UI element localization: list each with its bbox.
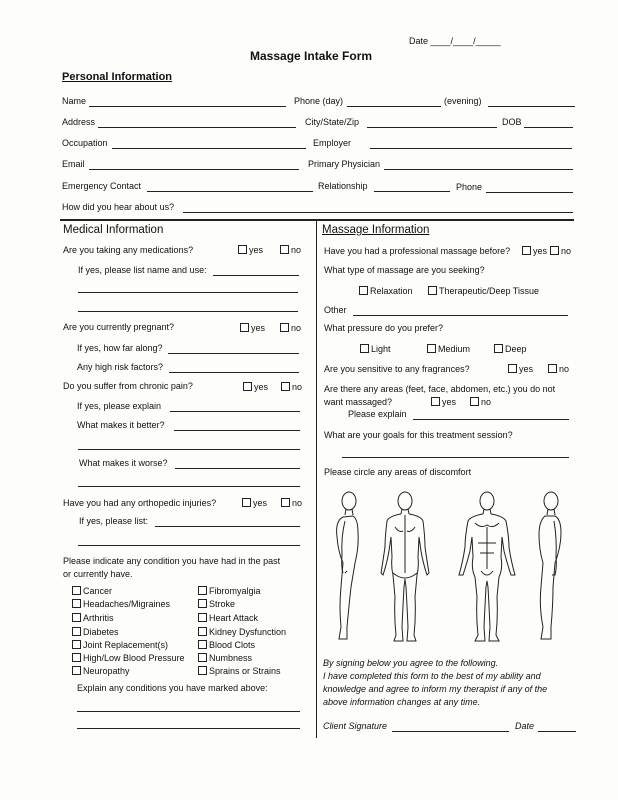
medications-yes[interactable]: yes	[238, 245, 263, 255]
address-field[interactable]	[98, 127, 296, 128]
areas-explain-label: Please explain	[348, 409, 407, 419]
city-state-zip-field[interactable]	[367, 127, 497, 128]
condition-item[interactable]: Headaches/Migraines	[72, 599, 170, 609]
light-option[interactable]: Light	[360, 344, 391, 354]
massage-heading: Massage Information	[322, 224, 430, 236]
condition-item[interactable]: Arthritis	[72, 613, 114, 623]
how-far-field[interactable]	[168, 353, 299, 354]
areas-question-2: want massaged?	[324, 397, 393, 407]
checkbox[interactable]	[431, 397, 440, 406]
email-label: Email	[62, 159, 85, 169]
agreement-line-1: By signing below you agree to the following.	[323, 658, 499, 668]
personal-heading: Personal Information	[62, 71, 173, 83]
emergency-contact-field[interactable]	[147, 191, 313, 192]
pregnant-no[interactable]: no	[280, 323, 301, 333]
section-divider	[60, 219, 574, 221]
phone-day-field[interactable]	[347, 106, 441, 107]
professional-no[interactable]: no	[550, 246, 571, 256]
better-label: What makes it better?	[77, 420, 165, 430]
relaxation-option[interactable]: Relaxation	[359, 286, 413, 296]
column-divider	[316, 220, 317, 738]
dob-field[interactable]	[524, 127, 573, 128]
medium-option[interactable]: Medium	[427, 344, 470, 354]
ortho-list-label: If yes, please list:	[79, 516, 149, 526]
pregnant-yes[interactable]: yes	[240, 323, 265, 333]
form-title: Massage Intake Form	[250, 49, 373, 63]
explain-conditions-label: Explain any conditions you have marked above:	[77, 683, 268, 693]
worse-line-2[interactable]	[78, 486, 300, 487]
checkbox[interactable]	[470, 397, 479, 406]
agreement-line-2: I have completed this form to the best of my ability and	[323, 671, 541, 681]
how-heard-field[interactable]	[183, 212, 573, 213]
ortho-list-field[interactable]	[155, 526, 300, 527]
checkbox[interactable]	[198, 627, 207, 636]
professional-yes[interactable]: yes	[522, 246, 547, 256]
better-field[interactable]	[174, 430, 300, 431]
checkbox[interactable]	[427, 344, 436, 353]
other-label: Other	[324, 305, 347, 315]
checkbox[interactable]	[72, 613, 81, 622]
condition-item[interactable]: Joint Replacement(s)	[72, 640, 168, 650]
checkbox[interactable]	[72, 666, 81, 675]
checkbox[interactable]	[281, 498, 290, 507]
explain-conditions-line-1[interactable]	[77, 711, 300, 712]
occupation-label: Occupation	[62, 138, 108, 148]
primary-physician-field[interactable]	[384, 169, 573, 170]
type-question: What type of massage are you seeking?	[324, 265, 485, 275]
condition-item[interactable]: Blood Clots	[198, 640, 255, 650]
condition-item[interactable]: Cancer	[72, 586, 112, 596]
checkbox[interactable]	[428, 286, 437, 295]
address-label: Address	[62, 117, 96, 127]
checkbox[interactable]	[494, 344, 503, 353]
checkbox[interactable]	[280, 245, 289, 254]
client-signature-field[interactable]	[392, 731, 509, 732]
pregnant-question: Are you currently pregnant?	[63, 322, 175, 332]
medical-heading: Medical Information	[63, 224, 164, 236]
checkbox[interactable]	[198, 640, 207, 649]
employer-label: Employer	[313, 138, 352, 148]
checkbox[interactable]	[198, 586, 207, 595]
chronic-no[interactable]: no	[281, 382, 302, 392]
name-label: Name	[62, 96, 87, 106]
ortho-yes[interactable]: yes	[242, 498, 267, 508]
checkbox[interactable]	[72, 640, 81, 649]
areas-question-1: Are there any areas (feet, face, abdomen, etc.) you do not	[324, 384, 556, 394]
checkbox[interactable]	[280, 323, 289, 332]
relationship-field[interactable]	[374, 191, 450, 192]
pressure-question: What pressure do you prefer?	[324, 323, 444, 333]
medications-list-field[interactable]	[213, 275, 299, 276]
how-far-label: If yes, how far along?	[77, 343, 163, 353]
evening-field[interactable]	[488, 106, 575, 107]
professional-question: Have you had a professional massage before?	[324, 246, 511, 256]
medications-line-2[interactable]	[78, 292, 298, 293]
worse-field[interactable]	[175, 468, 300, 469]
ortho-line-2[interactable]	[78, 545, 300, 546]
condition-item[interactable]: Diabetes	[72, 627, 119, 637]
date-label: Date	[409, 36, 429, 46]
chronic-question: Do you suffer from chronic pain?	[63, 381, 193, 391]
chronic-explain-field[interactable]	[170, 411, 300, 412]
email-field[interactable]	[89, 169, 299, 170]
checkbox[interactable]	[360, 344, 369, 353]
emergency-contact-label: Emergency Contact	[62, 181, 142, 191]
areas-no[interactable]: no	[470, 397, 491, 407]
checkbox[interactable]	[242, 498, 251, 507]
checkbox[interactable]	[198, 653, 207, 662]
condition-item[interactable]: Neuropathy	[72, 666, 130, 676]
how-heard-label: How did you hear about us?	[62, 202, 175, 212]
other-field[interactable]	[353, 315, 568, 316]
checkbox[interactable]	[522, 246, 531, 255]
employer-field[interactable]	[370, 148, 572, 149]
body-figure-side-right[interactable]	[539, 492, 561, 639]
condition-item[interactable]: Numbness	[198, 653, 252, 663]
relationship-label: Relationship	[318, 181, 368, 191]
checkbox[interactable]	[72, 586, 81, 595]
phone-field[interactable]	[486, 192, 573, 193]
agreement-line-3: knowledge and agree to inform my therapist if any of the	[323, 684, 548, 694]
checkbox[interactable]	[198, 613, 207, 622]
chronic-yes[interactable]: yes	[243, 382, 268, 392]
fragrance-yes[interactable]: yes	[508, 364, 533, 374]
evening-label: (evening)	[444, 96, 482, 106]
explain-conditions-line-2[interactable]	[77, 728, 300, 729]
dob-label: DOB	[502, 117, 522, 127]
phone-label: Phone	[456, 182, 483, 192]
checkbox[interactable]	[548, 364, 557, 373]
deep-option[interactable]: Deep	[494, 344, 527, 354]
checkbox[interactable]	[72, 653, 81, 662]
signature-date-field[interactable]	[538, 731, 576, 732]
medications-line-3[interactable]	[78, 311, 298, 312]
medications-question: Are you taking any medications?	[63, 245, 194, 255]
medications-list-label: If yes, please list name and use:	[78, 265, 207, 275]
fragrance-no[interactable]: no	[548, 364, 569, 374]
risk-factors-field[interactable]	[169, 372, 299, 373]
chronic-explain-label: If yes, please explain	[77, 401, 162, 411]
ortho-no[interactable]: no	[281, 498, 302, 508]
checkbox[interactable]	[281, 382, 290, 391]
worse-label: What makes it worse?	[79, 458, 168, 468]
better-line-2[interactable]	[78, 449, 300, 450]
checkbox[interactable]	[72, 627, 81, 636]
checkbox[interactable]	[238, 245, 247, 254]
body-diagram[interactable]	[325, 487, 585, 647]
name-field[interactable]	[89, 106, 286, 107]
city-state-zip-label: City/State/Zip	[305, 117, 360, 127]
checkbox[interactable]	[550, 246, 559, 255]
areas-explain-field[interactable]	[413, 419, 569, 420]
checkbox[interactable]	[359, 286, 368, 295]
conditions-prompt-2: or currently have.	[63, 569, 133, 579]
checkbox[interactable]	[508, 364, 517, 373]
body-figure-front[interactable]	[459, 492, 515, 641]
goals-question: What are your goals for this treatment session?	[324, 430, 513, 440]
condition-item[interactable]: Fibromyalgia	[198, 586, 261, 596]
date-field[interactable]	[409, 36, 501, 46]
condition-item[interactable]: Kidney Dysfunction	[198, 627, 286, 637]
primary-physician-label: Primary Physician	[308, 159, 381, 169]
occupation-field[interactable]	[112, 148, 306, 149]
fragrance-question: Are you sensitive to any fragrances?	[324, 364, 470, 374]
checkbox[interactable]	[198, 599, 207, 608]
phone-day-label: Phone (day)	[294, 96, 344, 106]
client-signature-label: Client Signature	[323, 721, 388, 731]
ortho-question: Have you had any orthopedic injuries?	[63, 498, 217, 508]
condition-item[interactable]: Stroke	[198, 599, 235, 609]
body-figure-back[interactable]	[381, 492, 429, 641]
checkbox[interactable]	[198, 666, 207, 675]
signature-date-label: Date	[515, 721, 535, 731]
checkbox[interactable]	[240, 323, 249, 332]
condition-item[interactable]: Sprains or Strains	[198, 666, 281, 676]
therapeutic-option[interactable]: Therapeutic/Deep Tissue	[428, 286, 539, 296]
areas-yes[interactable]: yes	[431, 397, 456, 407]
checkbox[interactable]	[72, 599, 81, 608]
agreement-line-4: above information changes at any time.	[323, 697, 481, 707]
body-figure-side-left[interactable]	[337, 492, 359, 639]
conditions-prompt-1: Please indicate any condition you have had in the past	[63, 556, 281, 566]
checkbox[interactable]	[243, 382, 252, 391]
medications-no[interactable]: no	[280, 245, 301, 255]
goals-field[interactable]	[342, 457, 569, 458]
date-blank: ____/____/_____	[430, 36, 501, 46]
risk-factors-label: Any high risk factors?	[77, 362, 164, 372]
circle-areas-label: Please circle any areas of discomfort	[324, 467, 472, 477]
condition-item[interactable]: Heart Attack	[198, 613, 258, 623]
condition-item[interactable]: High/Low Blood Pressure	[72, 653, 185, 663]
